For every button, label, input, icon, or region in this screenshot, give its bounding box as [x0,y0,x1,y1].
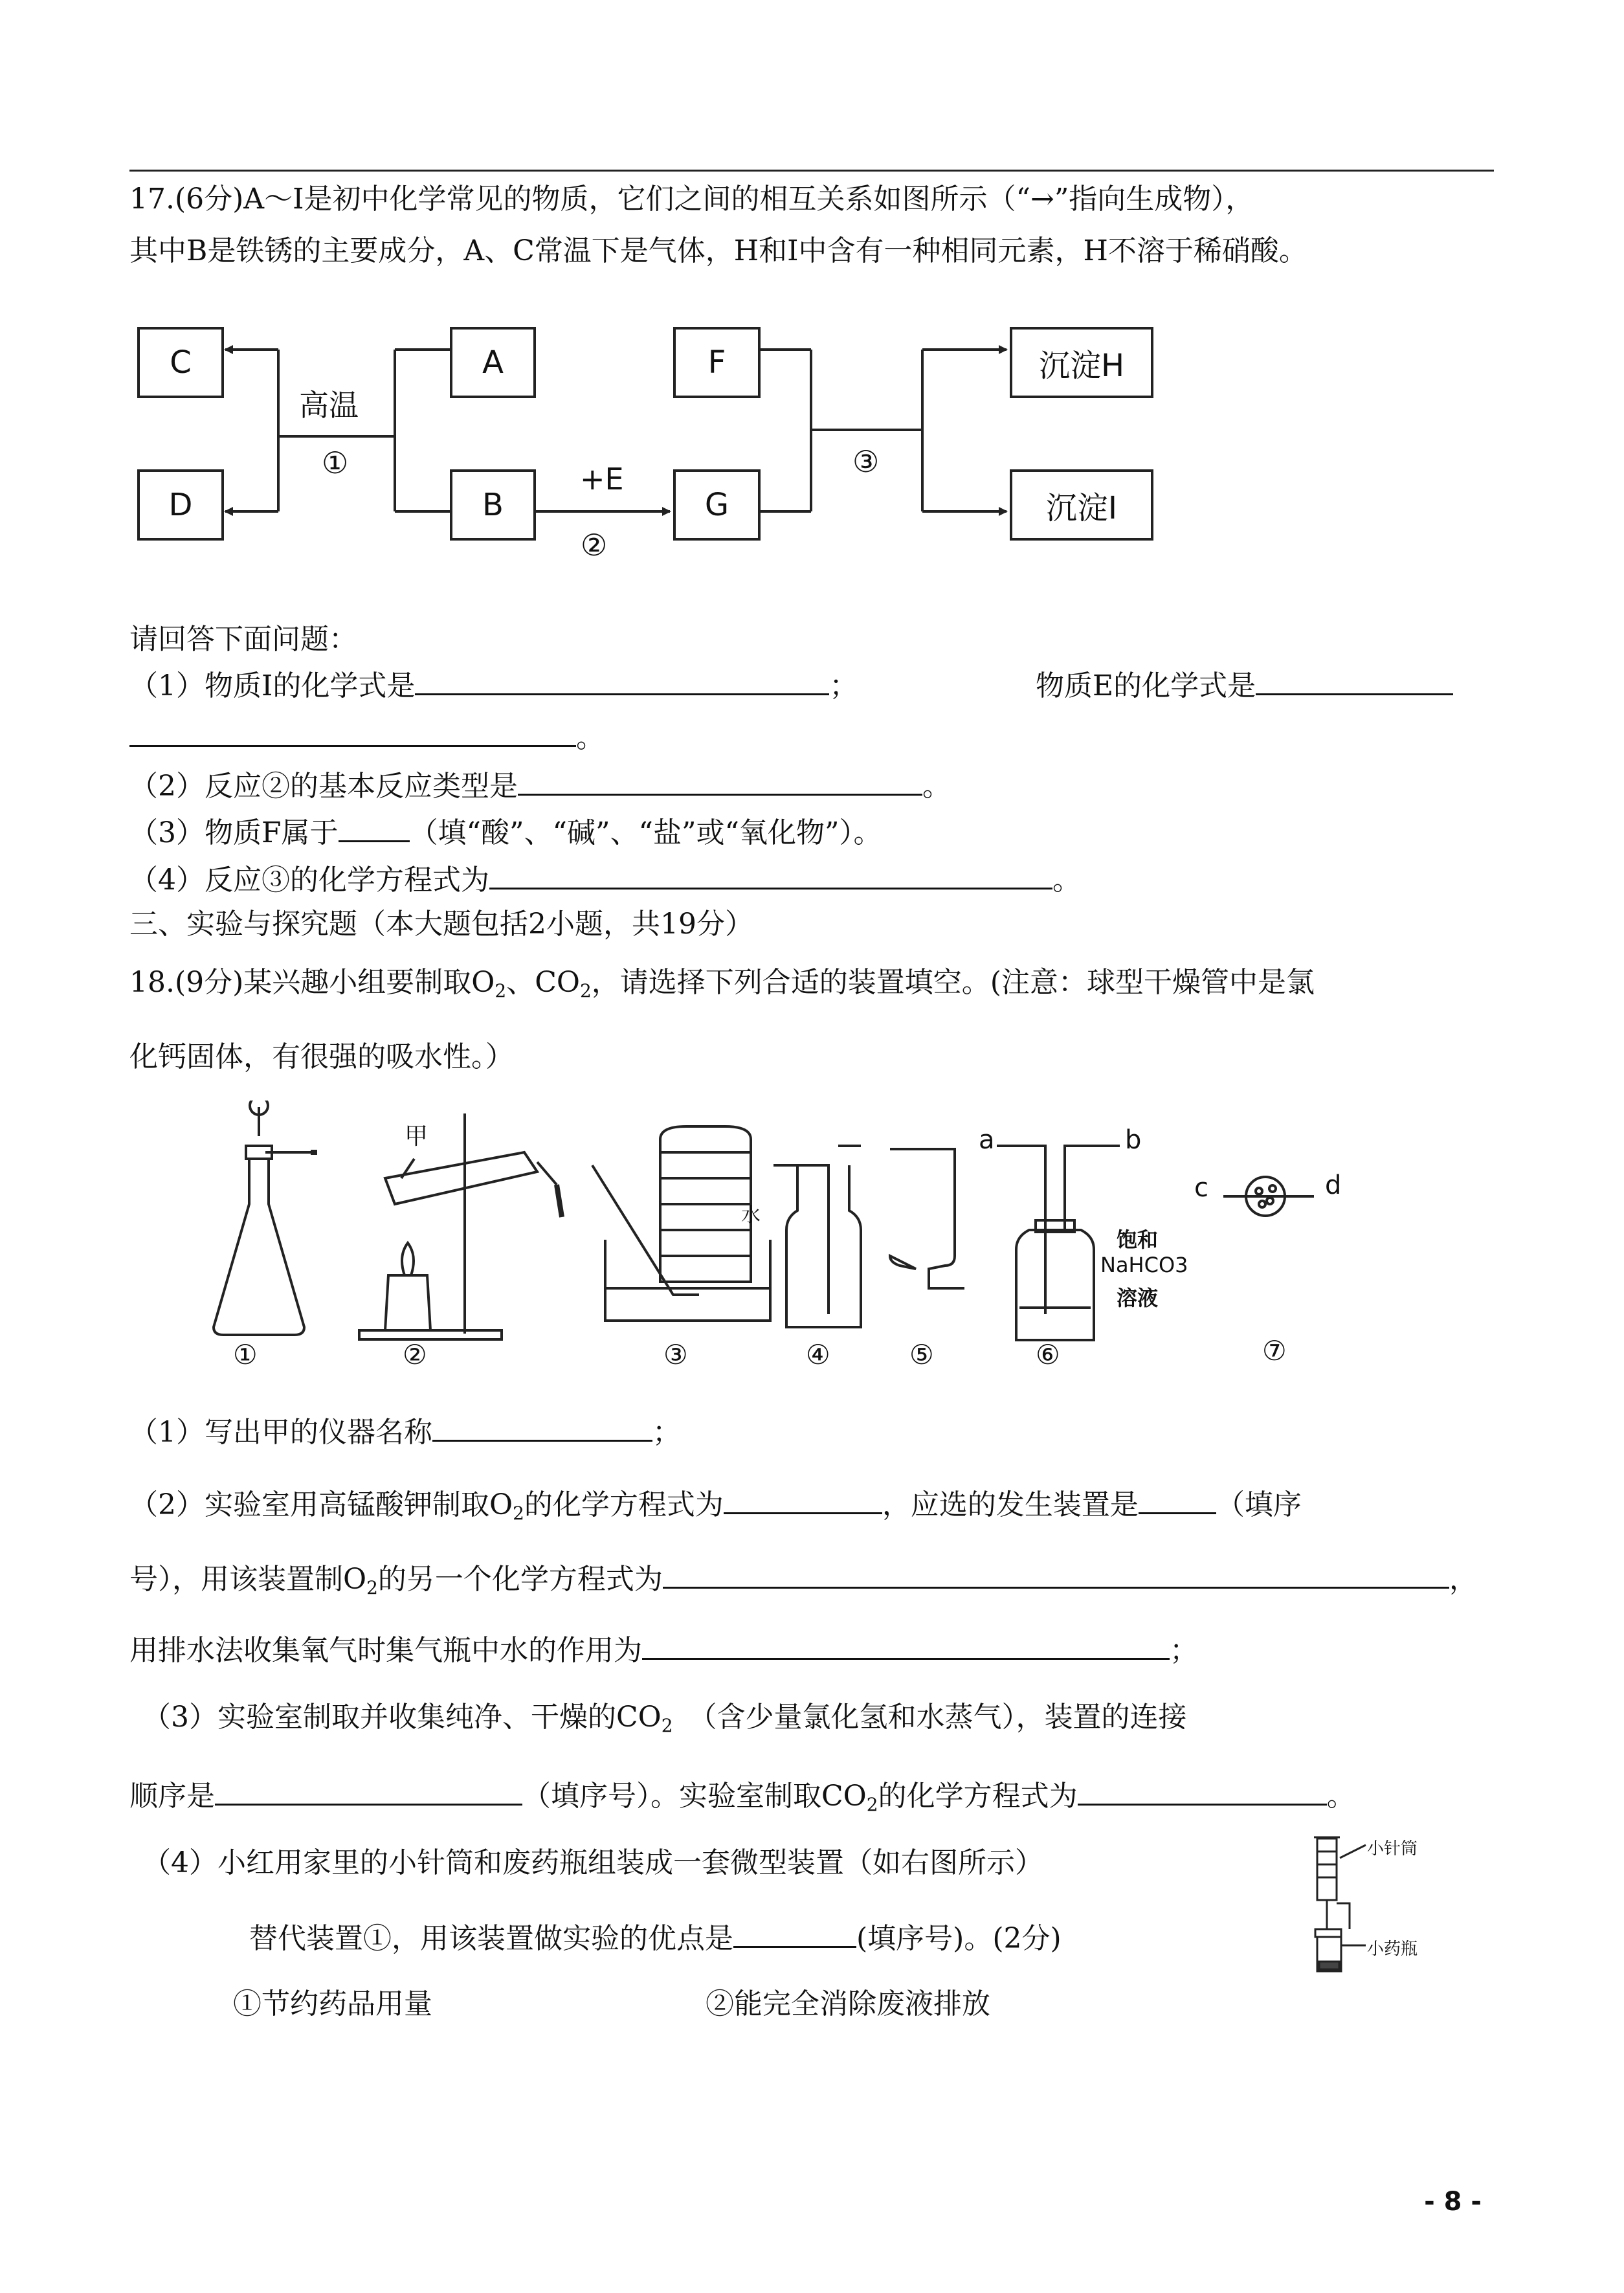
label-solution: 溶液 [1117,1286,1159,1310]
q17-part2-label: （2）反应②的基本反应类型是 [129,770,518,803]
q18-option-1: ①节约药品用量 [233,1987,432,2020]
q18-part2-e: 号），用该装置制O [129,1563,367,1596]
q18-part3-a: （3）实验室制取并收集纯净、干燥的CO [142,1701,662,1734]
label-port-c: c [1194,1173,1208,1203]
apparatus-label-7: ⑦ [1262,1335,1287,1367]
label-reaction-2: ② [581,528,608,563]
q18-part4-c: (填序号)。(2分) [856,1922,1062,1955]
q17-part1-e [1036,664,1453,704]
q17-part1-sep: ； [829,669,858,702]
q17-part4-label: （4）反应③的化学方程式为 [129,864,489,897]
q18-option-2: ②能完全消除废液排放 [706,1987,990,2020]
answer-blank-jia-name[interactable] [432,1410,652,1442]
label-nahco3: NaHCO3 [1100,1253,1188,1277]
answer-blank-connection-order[interactable] [215,1774,522,1806]
apparatus-drawing [0,1101,1624,1372]
q17-line2: 其中B是铁锈的主要成分，A、C常温下是气体，H和I中含有一种相同元素，H不溶于稀硝酸。 [129,234,1307,267]
label-port-d: d [1325,1170,1342,1200]
q18-line1 [129,965,1315,1009]
apparatus-label-2: ② [403,1339,427,1370]
answer-blank-generator[interactable] [1139,1482,1216,1514]
box-b: B [450,469,536,541]
q18-part2 [129,1482,1302,1532]
answer-blank-other-equation[interactable] [663,1557,1449,1589]
diagram-connectors [0,0,1624,583]
q17-part2-end: 。 [922,770,951,803]
section-3-heading: 三、实验与探究题（本大题包括2小题，共19分） [129,908,753,941]
q17-part4 [129,858,1081,899]
answer-blank-i-formula[interactable] [415,664,829,695]
label-jia: 甲 [405,1123,428,1150]
answer-blank-co2-equation[interactable] [1078,1774,1327,1806]
q17-part2 [129,764,951,805]
apparatus-label-4: ④ [806,1339,830,1370]
answer-blank-e-formula-b[interactable] [129,715,576,747]
box-precipitate-i: 沉淀I [1010,469,1153,541]
answer-blank-reaction-type[interactable] [518,764,922,796]
q18-part4: （4）小红用家里的小针筒和废药瓶组装成一套微型装置（如右图所示） [142,1846,1043,1879]
q18-part3-b: （含少量氯化氢和水蒸气），装置的连接 [688,1701,1187,1734]
q18-part2-d: （填序 [1216,1488,1302,1521]
page-number: - 8 - [1424,2187,1482,2217]
label-saturated: 饱和 [1117,1227,1159,1252]
answer-blank-water-role[interactable] [642,1628,1170,1660]
q17-part4-end: 。 [1052,864,1081,897]
q18-part2-h: 用排水法收集氧气时集气瓶中水的作用为 [129,1634,642,1667]
label-small-vial: 小药瓶 [1367,1940,1418,1959]
q17-part1-label: （1）物质I的化学式是 [129,669,416,702]
q18-part2-g: ， [1449,1563,1478,1596]
label-small-syringe: 小针筒 [1367,1839,1418,1859]
q17-part3-hint: （填“酸”、“碱”、“盐”或“氧化物”）。 [409,816,882,849]
apparatus-label-6: ⑥ [1036,1339,1060,1370]
q18-part1 [129,1410,681,1451]
q18-part3-f: 。 [1326,1780,1355,1813]
sub-2: 2 [661,1715,673,1736]
q18-part3-e: 的化学方程式为 [878,1780,1078,1813]
q18-part2-water [129,1628,1198,1669]
q18-part1-end: ； [652,1416,681,1449]
q17-part1-e-label: 物质E的化学式是 [1036,669,1256,702]
sub-2: 2 [513,1503,524,1524]
apparatus-label-3: ③ [663,1339,688,1370]
label-plus-e: +E [580,462,624,497]
q18-part2-a: （2）实验室用高锰酸钾制取O [129,1488,513,1521]
label-port-a: a [979,1125,995,1155]
q18-part4-cont [249,1916,1062,1957]
q18-part4-b: 替代装置①，用该装置做实验的优点是 [249,1922,733,1955]
q17-part3-label: （3）物质F属于 [129,816,339,849]
q18-line1-b: 、CO [506,966,580,999]
q18-line2: 化钙固体，有很强的吸水性。） [129,1040,514,1073]
box-g: G [673,469,761,541]
answer-blank-e-formula-a[interactable] [1256,664,1453,695]
box-d: D [137,469,224,541]
sub-2: 2 [495,980,507,1001]
sub-2: 2 [366,1577,378,1598]
q17-part1-cont [129,715,605,756]
q18-part2-i: ； [1170,1634,1198,1667]
sub-2: 2 [579,980,592,1001]
box-f: F [673,327,761,398]
label-water: 水 [741,1204,761,1227]
label-reaction-1: ① [322,445,349,480]
q18-line1-c: ，请选择下列合适的装置填空。(注意：球型干燥管中是氯 [591,966,1315,999]
box-a: A [450,327,536,398]
answer-blank-f-class[interactable] [339,811,410,842]
label-reaction-3: ③ [852,444,880,479]
q18-part3 [142,1699,1187,1744]
q17-line1: 17.(6分)A～I是初中化学常见的物质，它们之间的相互关系如图所示（“→”指向生成物）， [129,183,1254,216]
q18-part3-c: 顺序是 [129,1780,215,1813]
answer-blank-equation-3[interactable] [489,858,1052,889]
label-high-temp: 高温 [299,388,359,423]
q18-part2-c: ，应选的发生装置是 [882,1488,1139,1521]
q17-part3 [129,811,882,851]
q18-line1-a: 18.(9分)某兴趣小组要制取O [129,966,495,999]
box-c: C [137,327,224,398]
q18-part2-cont [129,1557,1478,1606]
sub-2: 2 [866,1794,878,1815]
box-precipitate-h: 沉淀H [1010,327,1153,398]
q18-part3-d: （填序号）。实验室制取CO [522,1780,867,1813]
q17-prompt: 请回答下面问题： [129,623,357,656]
answer-blank-advantage[interactable] [733,1916,856,1948]
q17-part1-end: 。 [576,721,605,754]
q17-part1 [129,664,858,704]
label-port-b: b [1125,1125,1142,1155]
apparatus-label-1: ① [233,1339,258,1370]
apparatus-label-5: ⑤ [909,1339,934,1370]
q18-part3-cont [129,1774,1355,1823]
q18-part1-label: （1）写出甲的仪器名称 [129,1416,432,1449]
q18-part2-f: 的另一个化学方程式为 [377,1563,663,1596]
answer-blank-kmno4-equation[interactable] [724,1482,882,1514]
q18-part2-b: 的化学方程式为 [524,1488,724,1521]
